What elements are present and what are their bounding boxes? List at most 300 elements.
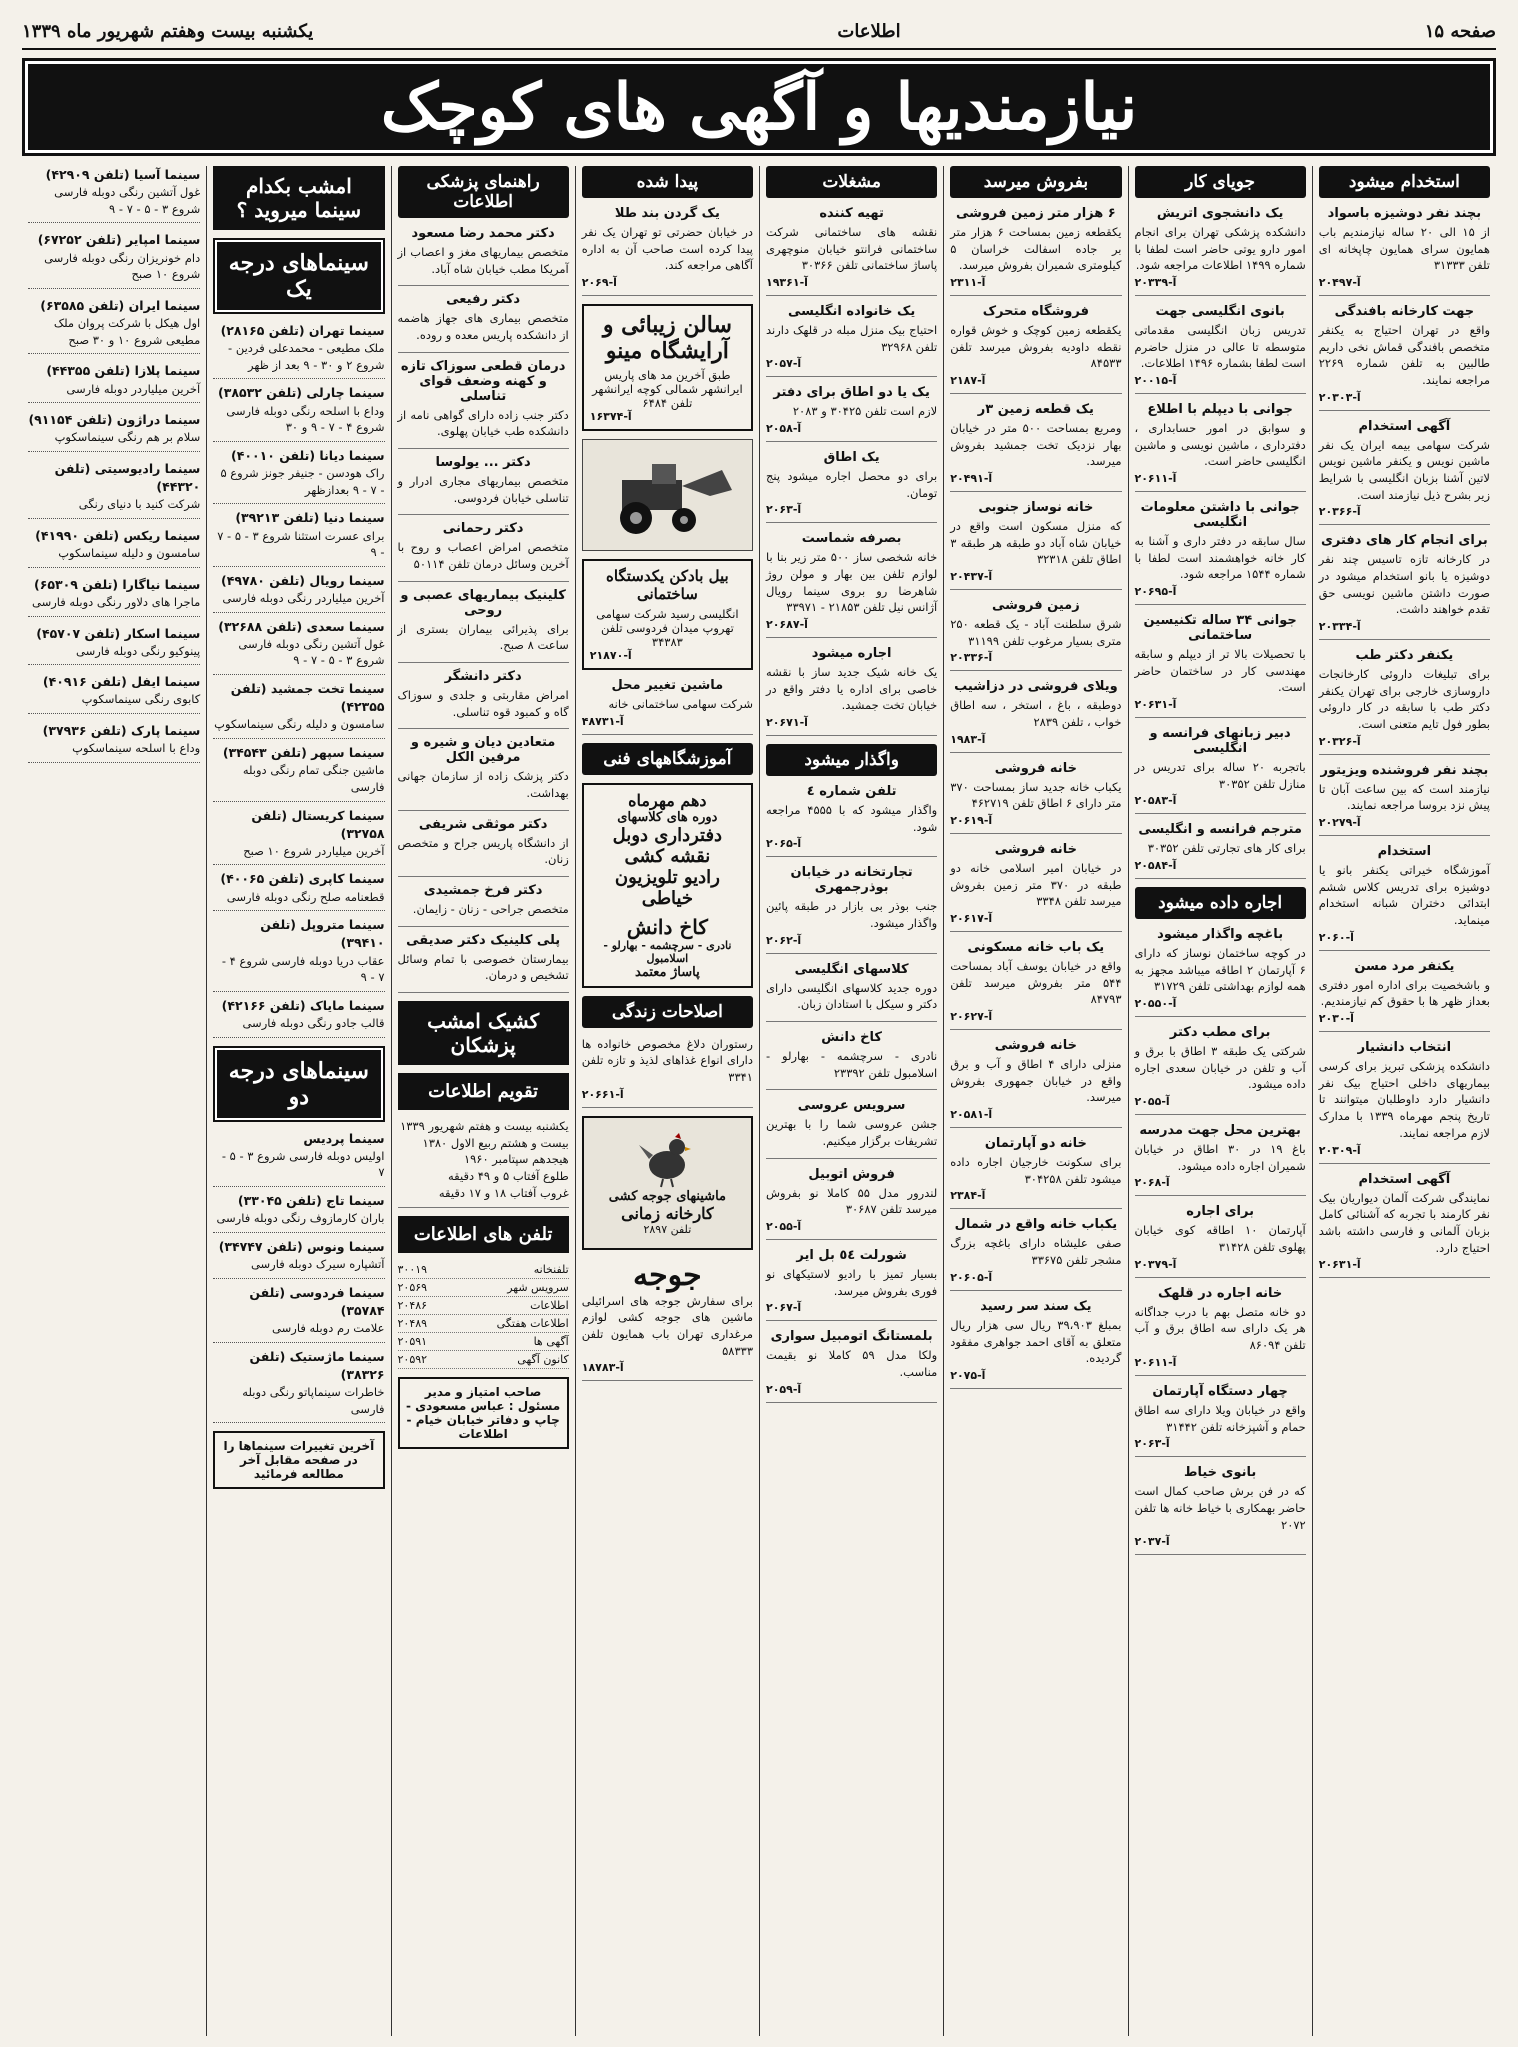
cinema-program: ماجرا های دلاور رنگی دوبله فارسی	[31, 594, 201, 609]
ad-title: متعادین دیان و شیره و مرفین الکل	[410, 735, 556, 766]
cinema-listing	[213, 447, 384, 504]
ad-code: آ-۲۰۵۷	[766, 357, 802, 371]
cinema-name: سینما کاپری (تلفن ۴۰۰۶۵)	[220, 871, 385, 887]
ad-item	[766, 531, 937, 638]
cinema-listing	[213, 572, 384, 613]
chicks-title: جوجه	[633, 1257, 702, 1293]
ad-title: دکتر رفیعی	[446, 292, 521, 308]
first-class-cinemas-heading: سینماهای درجه یک	[213, 238, 384, 314]
ad-body: از ۱۵ الی ۲۰ ساله نیازمندیم باب همایون سرای همایون چاپخانه ای تلفن ۳۱۳۳۳	[1318, 225, 1490, 273]
cinema-listing	[28, 411, 200, 452]
ad-item	[1135, 1465, 1306, 1555]
ad-body: یکقطعه زمین کوچک و خوش قواره نقطه داودیه بفروش میرسد تلفن ۸۴۵۳۳	[950, 323, 1122, 371]
ad-body: و سوابق در امور حسابداری ، دفترداری ، ماشین نویسی و ماشین انگلیسی حاضر است.	[1134, 421, 1306, 469]
page-header	[22, 14, 1496, 50]
cinema-name: سینما پارک (تلفن ۳۷۹۳۶)	[42, 723, 201, 739]
chicks-ad	[582, 1258, 753, 1382]
cinema-listing	[28, 166, 200, 223]
ad-body: برای کار های تجارتی تلفن ۳۰۳۵۲	[1147, 841, 1306, 856]
ad-body: از دانشگاه پاریس جراح و متخصص زنان.	[397, 835, 569, 867]
ad-title: کاخ دانش	[821, 1030, 882, 1046]
column-heading-rent: اجاره داده میشود	[1135, 887, 1306, 919]
ad-title: استخدام	[1377, 844, 1432, 860]
calendar-heading: تقویم اطلاعات	[398, 1073, 569, 1110]
ad-item	[1319, 419, 1490, 526]
ad-body: یکباب خانه جدید ساز بمساحت ۳۷۰ متر دارای ۶ اطاق تلفن ۴۶۲۷۱۹	[950, 779, 1122, 811]
ad-title: خانه فروشی	[994, 842, 1077, 858]
cinema-program: وداع با اسلحه رنگی دوبله فارسی شروع ۴ - ۷ - ۹ و ۳۰	[226, 403, 385, 435]
ad-body: خانه شخصی ساز ۵۰۰ متر زیر بنا با لوازم تلفن بین بهار و مولن روژ شاهرضا رو بروی سینما رویال آژانس نیل تلفن ۲۱۸۵۳ - ۳۳۹۷۱	[766, 550, 938, 615]
cinema-listing	[213, 916, 384, 992]
phone-number: ۲۰۵۹۲	[397, 1353, 428, 1367]
ad-item	[950, 500, 1121, 590]
ad-code: آ-۲۰۵۸	[766, 422, 802, 436]
ad-body: برای سفارش جوجه های اسرائیلی ماشین های جوجه کشی لوازم مرغداری تهران باب همایون تلفن ۵۸۳۳۳	[581, 1293, 753, 1358]
school-line: کاخ دانش	[626, 914, 708, 939]
ad-body: رستوران دلاغ مخصوص خانواده ها دارای انواع غذاهای لذیذ و تازه تلفن ۳۳۴۱	[581, 1036, 753, 1085]
cinema-promo: امشب بکدام سینما میروید ؟	[213, 166, 384, 230]
ad-code: آ-۲۰۳۷	[1134, 1535, 1170, 1549]
ad-item	[398, 521, 569, 581]
ad-code: آ-۱۹۳۶۱	[766, 276, 808, 290]
cinema-listing	[28, 576, 200, 617]
ad-item	[1135, 1384, 1306, 1457]
ad-code: آ-۱۹۸۳	[950, 732, 986, 746]
ad-title: یک گردن بند طلا	[614, 206, 720, 221]
ad-code: آ-۲۰۵۵	[1134, 1095, 1170, 1109]
ad-item	[1135, 1286, 1306, 1376]
cinema-name: سینما رویال (تلفن ۴۹۷۸۰)	[221, 572, 385, 588]
ad-item	[398, 588, 569, 663]
ad-item	[766, 385, 937, 442]
ad-code: آ-۲۰۶۶۱	[581, 1087, 624, 1101]
ad-body: آپارتمان ۱۰ اطاقه کوی خیابان پهلوی تلفن ۳۱۴۲۸	[1134, 1223, 1306, 1255]
ad-body: احتیاج بیک منزل مبله در قلهک دارند تلفن ۳۲۹۶۸	[766, 323, 938, 354]
cinema-name: سینما تهران (تلفن ۲۸۱۶۵)	[220, 323, 385, 338]
cinema-listing	[28, 673, 200, 714]
column-heading: مشغلات	[766, 166, 937, 198]
cinema-program: اولیس دوبله فارسی شروع ۳ - ۵ - ۷	[221, 1148, 385, 1180]
column-for-sale	[943, 166, 1127, 2036]
phone-number: ۲۰۴۸۶	[397, 1299, 428, 1313]
cinema-listing	[213, 1348, 384, 1424]
cinema-program: آتشپاره سیرک دوبله فارسی	[250, 1257, 385, 1272]
cinema-program: دام خونریزان رنگی دوبله فارسی شروع ۱۰ صبح	[44, 250, 201, 282]
ad-item	[1135, 1204, 1306, 1277]
salon-title: سالن زیبائی و آرایشگاه مینو	[602, 312, 732, 365]
ad-body: یک خانه شیک جدید ساز با نقشه خاصی برای اداره یا دفتر واقع در خیابان تخت جمشید.	[766, 665, 938, 713]
ad-title: یکنفر دکتر طب	[1355, 648, 1454, 664]
ad-code: آ-۲۰۵۸۱	[950, 1108, 993, 1122]
ad-code: آ-۲۰۵۸۴	[1134, 859, 1177, 873]
ad-item	[766, 962, 937, 1022]
cinema-program: غول آتشین رنگی دوبله فارسی شروع ۳ - ۵ - ۷ - ۹	[54, 185, 201, 216]
ad-code: آ-۲۰۳۶۶	[1318, 505, 1361, 519]
ad-body: متخصص بیماریهای مغز و اعصاب از آمریکا مطب خیابان شاه آباد.	[397, 245, 569, 276]
ad-code: آ-۴۸۷۳۱	[581, 714, 624, 728]
ad-code: آ-۲۰۶۱۷	[950, 912, 993, 926]
ad-title: بچند نفر دوشیزه باسواد	[1327, 206, 1482, 221]
cinema-program: سامسون و دلیله سینماسکوپ	[58, 546, 201, 561]
ad-title: بچند نفر فروشنده ویزیتور	[1320, 762, 1489, 778]
ad-item	[766, 450, 937, 523]
ad-title: بانوی انگلیسی جهت	[1155, 304, 1285, 320]
ad-title: جوانی با دیپلم با اطلاع	[1147, 402, 1293, 418]
cinema-name: سینما امپایر (تلفن ۶۷۲۵۲)	[37, 232, 201, 248]
ad-item	[950, 842, 1121, 932]
calendar-line: بیست و هشتم ربیع الاول ۱۳۸۰	[422, 1135, 569, 1150]
ad-item	[950, 940, 1121, 1030]
ad-item	[398, 226, 569, 286]
ad-body: با تحصیلات بالا تر از دیپلم و سابقه مهندسی کار در ساختمان حاضر است.	[1134, 647, 1306, 695]
cinema-listing	[28, 231, 200, 288]
cinema-program: ماشین جنگی تمام رنگی دوبله فارسی	[242, 763, 385, 794]
ad-item	[1135, 206, 1306, 296]
ad-item	[1319, 304, 1490, 411]
cinema-name: سینما سپهر (تلفن ۳۴۵۴۳)	[222, 745, 385, 761]
ad-title: خانه فروشی	[994, 760, 1077, 776]
cinema-name: سینما ونوس (تلفن ۳۴۷۴۷)	[218, 1238, 385, 1254]
ad-title: دکتر فرخ جمشیدی	[423, 883, 543, 899]
ad-item	[950, 1136, 1121, 1209]
publisher-note: صاحب امتیاز و مدیر مسئول : عباس مسعودی - چاپ و دفاتر خیابان خیام - اطلاعات	[398, 1377, 569, 1449]
ad-code: آ-۲۰۶۸	[1134, 1176, 1170, 1190]
ad-body: جنب بوذر بی بازار در طبقه پائین واگذار میشود.	[766, 899, 938, 931]
ad-code: آ-۲۰۶۱۹	[950, 814, 993, 828]
cinema-listing	[213, 997, 384, 1038]
cinema-program: عقاب دریا دوبله فارسی شروع ۴ - ۷ - ۹	[221, 953, 385, 985]
ad-title: دکتر ... یولوسا	[435, 455, 531, 471]
ad-title: پلی کلینیک دکتر صدیقی	[406, 932, 561, 948]
ad-list	[766, 206, 937, 736]
ad-code: آ-۲۰۵۵	[766, 1220, 802, 1234]
on-call-doctors-heading: کشیک امشب پزشکان	[398, 1001, 569, 1065]
cinema-listing	[213, 1238, 384, 1279]
column-occupations	[759, 166, 943, 2036]
phone-row	[398, 1351, 569, 1369]
column-heading: استخدام میشود	[1319, 166, 1490, 198]
ad-item	[1135, 1123, 1306, 1196]
cinema-program: غول آتشین رنگی دوبله فارسی شروع ۳ - ۵ - ۷ - ۹	[238, 636, 385, 668]
ad-code: آ-۲۰۳۲۶	[1318, 734, 1361, 748]
calendar-line: غروب آفتاب ۱۸ و ۱۷ دقیقه	[438, 1185, 569, 1200]
cinema-listing	[213, 680, 384, 739]
ad-code: آ-۲۰۳۳۶	[950, 651, 993, 665]
ad-item	[398, 359, 569, 449]
ad-body: تدریس زبان انگلیسی مقدماتی متوسطه تا عالی در منزل حاضرم است لطفا بشماره ۱۴۹۶ اطلاعات.	[1134, 323, 1306, 371]
ad-title: یکباب خانه واقع در شمال	[954, 1217, 1118, 1233]
ad-title: یک قطعه زمین ۳ر	[977, 402, 1094, 418]
calendar-line: یکشنبه بیست و هفتم شهریور ۱۳۳۹	[400, 1119, 569, 1134]
ad-body: که در فن برش صاحب کمال است حاضر بهمکاری با خیاط خانه ها تلفن ۲۰۷۲	[1134, 1484, 1306, 1532]
cinema-name: سینما ایفل (تلفن ۴۰۹۱۶)	[42, 674, 201, 690]
ad-body: واقع در خیابان یوسف آباد بمساحت ۵۴۴ متر بفروش میرسد تلفن ۸۴۷۹۳	[950, 959, 1122, 1007]
cinema-name: سینما چارلی (تلفن ۳۸۵۳۲)	[218, 385, 385, 401]
ad-item	[950, 761, 1121, 834]
ad-body: در کارخانه تازه تاسیس چند نفر دوشیزه یا بانو استخدام میشود در صورت داشتن ماشین نویسی حق تقدم خواهند داشت.	[1318, 552, 1490, 617]
cinema-name: سینما کریستال (تلفن ۳۲۷۵۸)	[251, 807, 385, 841]
cinema-listing	[213, 509, 384, 566]
ad-item	[582, 678, 753, 735]
phone-list	[398, 1261, 569, 1369]
column-heading: جویای کار	[1135, 166, 1306, 198]
school-line: خیاطی	[641, 887, 694, 909]
cinema-program: اول هیکل با شرکت پروان ملک مطیعی شروع ۱۰ و ۳۰ صبح	[53, 316, 201, 347]
cinema-name: سینما دنیا (تلفن ۳۹۲۱۳)	[235, 510, 385, 526]
ad-body: متخصص بیماریهای مجاری ادرار و تناسلی خیابان فردوسی.	[397, 474, 569, 505]
ad-title: چهار دستگاه آپارتمان	[1152, 1383, 1288, 1399]
ad-item	[950, 1299, 1121, 1389]
ad-item	[582, 1036, 753, 1108]
ad-code: آ-۲۰۴۳۷	[950, 570, 993, 584]
ad-body: متخصص جراحی - زنان - زایمان.	[412, 902, 569, 917]
phone-row	[398, 1333, 569, 1351]
school-line: دوره های کلاسهای	[617, 809, 718, 825]
ad-title: تلفن شماره ٤	[806, 784, 897, 800]
ad-item	[1135, 822, 1306, 879]
ad-body: شرکتی یک طبقه ۳ اطاق با برق و آب و تلفن در خیابان سعدی اجاره داده میشود.	[1134, 1044, 1306, 1092]
cinema-list	[213, 1130, 384, 1424]
ad-title: ویلای فروشی در دزاشیب	[954, 679, 1118, 695]
tractor-image	[582, 439, 753, 551]
ad-body: متخصص بیماری های جهاز هاضمه از دانشکده پاریس معده و روده.	[397, 311, 569, 343]
ad-item	[1319, 1172, 1490, 1279]
cinema-name: سینما آسیا (تلفن ۴۲۹۰۹)	[45, 167, 201, 182]
phone-label: سرویس شهر	[507, 1281, 569, 1295]
phone-label: اطلاعات	[530, 1299, 569, 1313]
ad-code: آ-۲۰۵۵۰	[1134, 997, 1177, 1011]
school-line: دفترداری دوبل	[612, 824, 723, 846]
cinema-name: سینما سعدی (تلفن ۳۲۶۸۸)	[218, 618, 385, 634]
column-found-and-promos	[575, 166, 759, 2036]
ad-code: آ-۲۰۵۹	[766, 1382, 802, 1396]
cinema-name: سینما تاج (تلفن ۳۳۰۴۵)	[237, 1193, 385, 1209]
ad-item	[398, 817, 569, 877]
cinema-name: سینما مایاک (تلفن ۴۲۱۶۶)	[221, 997, 385, 1013]
column-employment	[1312, 166, 1496, 2036]
calendar-box	[398, 1118, 569, 1208]
ad-code: آ-۲۰۴۹۷	[1318, 276, 1361, 290]
salon-details: طبق آخرین مد های پاریس ایرانشهر شمالی کوچه ایرانشهر تلفن ۶۴۸۴	[592, 368, 743, 411]
ad-title: برای مطب دکتر	[1169, 1025, 1271, 1041]
cinema-program: علامت رم دوبله فارسی	[272, 1320, 385, 1335]
cinema-name: سینما رادیوسیتی (تلفن ۴۴۳۲۰)	[54, 461, 201, 495]
column-heading-home: اصلاحات زندگی	[582, 996, 753, 1028]
ad-code: آ-۲۳۱۱	[950, 276, 986, 290]
ad-title: باغچه واگذار میشود	[1157, 927, 1284, 943]
ad-item	[766, 1329, 937, 1402]
ad-body: که منزل مسکون است واقع در خیابان شاه آباد دو طبقه هر طبقه ۳ اطاق تلفن ۳۲۳۱۸	[950, 519, 1122, 567]
cinema-name: سینما پلازا (تلفن ۴۴۳۵۵)	[46, 363, 201, 379]
ad-item	[766, 304, 937, 377]
ad-item	[398, 883, 569, 927]
ad-body: در خیابان امیر اسلامی خانه دو طبقه در ۳۷۰ متر زمین بفروش میرسد تلفن ۳۳۴۸	[950, 861, 1122, 909]
ad-item	[1135, 402, 1306, 492]
ad-body: باتجربه ۲۰ ساله برای تدریس در منازل تلفن ۳۰۳۵۲	[1134, 760, 1306, 791]
ad-code: آ-۲۰۶۱۱	[1134, 472, 1177, 486]
ad-body: شرکت سهامی ساختمانی خانه	[608, 697, 753, 712]
ad-code: آ-۲۰۳۰۳	[1318, 390, 1361, 404]
ad-code: آ-۲۱۸۷۰	[589, 649, 632, 663]
cinema-name: سینما دیانا (تلفن ۴۰۰۱۰)	[231, 447, 385, 463]
ad-code: آ-۲۳۸۴	[950, 1189, 986, 1203]
school-line: نقشه کشی	[624, 845, 711, 867]
column-heading: پیدا شده	[582, 166, 753, 198]
ad-body: دانشکده پزشکی تهران برای انجام امور دارو یوتی حاضر است لطفا با شماره ۱۴۹۹ اطلاعات مراجعه شود.	[1134, 225, 1306, 273]
ad-title: فروش اتوبیل	[808, 1166, 895, 1182]
phones-heading: تلفن های اطلاعات	[398, 1216, 569, 1253]
ad-title: دبیر زبانهای فرانسه و انگلیسی	[1149, 726, 1291, 757]
ad-list	[582, 206, 753, 296]
ad-title: جهت کارخانه بافندگی	[1334, 304, 1475, 320]
ad-title: یکنفر مرد مسن	[1354, 958, 1455, 974]
ad-code: آ-۲۰۶۱۱	[1134, 1355, 1177, 1369]
cinema-listing	[213, 1130, 384, 1187]
ad-title: خانه نوساز جنوبی	[978, 500, 1094, 516]
ad-code: آ-۲۰۷۵	[950, 1368, 986, 1382]
ad-columns	[22, 166, 1496, 2036]
ad-title: فروشگاه متحرک	[982, 304, 1089, 320]
ad-title: جوانی ۳۴ ساله تکنیسین ساختمانی	[1143, 613, 1297, 644]
ad-item	[1319, 533, 1490, 640]
ad-body: جشن عروسی شما را با بهترین تشریفات برگزار میکنیم.	[766, 1117, 938, 1149]
ad-body: ومربع بمساحت ۵۰۰ متر در خیابان بهار نزدیک تخت جمشید بفروش میرسد.	[950, 421, 1122, 469]
beauty-salon-ad	[582, 304, 753, 431]
ad-code: آ-۲۰۳۰	[1318, 1012, 1354, 1026]
cinema-program: آخرین میلیاردر شروع ۱۰ صبح	[243, 843, 385, 858]
cinema-program: برای عسرت استثنا شروع ۳ - ۵ - ۷ - ۹	[217, 528, 385, 560]
ad-body: یکقطعه زمین بمساحت ۶ هزار متر بر جاده اسفالت خراسان ۵ کیلومتری شمیران بفروش میرسد.	[950, 225, 1122, 273]
incubator-line: تلفن ۲۸۹۷	[643, 1223, 692, 1237]
ad-title: بهترین محل جهت مدرسه	[1139, 1123, 1301, 1139]
column-medical-guide	[391, 166, 575, 2036]
column-heading: راهنمای پزشکی اطلاعات	[398, 166, 569, 218]
ad-code: آ-۲۰۰۱۵	[1134, 374, 1177, 388]
cinema-program: قالب جادو رنگی دوبله فارسی	[242, 1015, 385, 1030]
phone-row	[398, 1279, 569, 1297]
cinema-listing	[28, 722, 200, 763]
ad-title: کلاسهای انگلیسی	[794, 961, 909, 977]
ad-item	[398, 669, 569, 729]
ad-body: واقع در خیابان ویلا دارای سه اطاق حمام و آشپزخانه تلفن ۳۱۴۴۲	[1134, 1402, 1306, 1434]
ad-code: آ-۲۰۶۳	[766, 503, 802, 517]
ad-title: ۶ هزار متر زمین فروشی	[956, 206, 1116, 221]
ad-title: یک دانشجوی اتریش	[1156, 206, 1284, 221]
ad-body: بمبلغ ۳۹،۹۰۳ ریال سی هزار ریال متعلق به آقای احمد جواهری مفقود گردیده.	[950, 1317, 1122, 1366]
ad-body: دکتر جنب زاده دارای گواهی نامه از دانشکده طب خیابان پهلوی.	[397, 407, 569, 439]
cinema-listing	[28, 460, 200, 519]
ad-code: آ-۲۰۶۲	[766, 933, 802, 947]
school-line: نادری - سرچشمه - بهارلو - اسلامبول	[603, 938, 732, 965]
cinema-name: سینما ایران (تلفن ۶۳۵۸۵)	[40, 297, 201, 313]
school-ad	[582, 783, 753, 988]
ad-item	[398, 735, 569, 810]
ad-body: لندرور مدل ۵۵ کاملا نو بفروش میرسد تلفن ۳۰۶۸۷	[766, 1185, 938, 1217]
ad-body: دوطبقه ، باغ ، استخر ، سه اطاق خواب ، تلفن ۲۸۳۹	[950, 698, 1122, 730]
cinema-name: سینما نیاگارا (تلفن ۶۵۳۰۹)	[34, 576, 201, 592]
ad-code: آ-۲۰۶۵	[766, 837, 802, 851]
ad-body: نقشه های ساختمانی شرکت ساختمانی فرانتو خیابان منوچهری پاساژ ساختمانی تلفن ۳۰۳۶۶	[766, 225, 938, 273]
ad-code: آ-۲۰۳۳۹	[1134, 276, 1177, 290]
column-heading-transfer: واگذار میشود	[766, 744, 937, 776]
cinema-name: سینما دراژون (تلفن ۹۱۱۵۴)	[28, 412, 201, 428]
ad-title: یک سند سر رسید	[980, 1298, 1092, 1314]
phone-number: ۲۰۴۸۹	[397, 1317, 428, 1331]
newspaper-name: اطلاعات	[837, 20, 901, 42]
ad-list	[1135, 927, 1306, 1555]
cinema-program: کابوی رنگی سینماسکوپ	[81, 692, 201, 707]
ad-title: مترجم فرانسه و انگلیسی	[1138, 822, 1302, 838]
phone-label: آگهی ها	[533, 1335, 569, 1349]
ad-title: شورلت ٥٤ بل ایر	[796, 1248, 907, 1264]
ad-title: خانه فروشی	[994, 1038, 1077, 1054]
ad-title: یک اطاق	[823, 450, 880, 466]
ad-title: کلینیک بیماریهای عصبی و روحی	[400, 587, 566, 618]
ad-title: بلمستانگ اتومبیل سواری	[770, 1329, 933, 1345]
ad-title: یک خانواده انگلیسی	[788, 304, 916, 320]
ad-body: سال سابقه در دفتر داری و آشنا به کار خانه خواهشمند است لطفا با شماره ۱۵۴۴ مراجعه شود.	[1134, 534, 1306, 582]
ad-title: خانه اجاره در قلهک	[1157, 1285, 1283, 1301]
classifieds-banner	[22, 58, 1496, 156]
ad-item	[398, 455, 569, 515]
ad-code: آ-۲۰۳۰۹	[1318, 1143, 1361, 1157]
column-heading: بفروش میرسد	[950, 166, 1121, 198]
rooster-icon	[637, 1129, 697, 1189]
cinema-program: وداع با اسلحه سینماسکوپ	[72, 741, 201, 756]
page-number: صفحه ۱۵	[1424, 20, 1496, 42]
ad-item	[1319, 763, 1490, 836]
ad-list	[398, 226, 569, 993]
ad-body: برای دو محصل اجاره میشود پنج تومان.	[766, 469, 938, 500]
cinema-listing	[213, 618, 384, 675]
cinema-listing	[213, 870, 384, 911]
cinema-name: سینما فردوسی (تلفن ۳۵۷۸۴)	[249, 1284, 385, 1318]
ad-item	[766, 1167, 937, 1240]
ad-body: آموزشگاه خیراتی یکنفر بانو یا دوشیزه برای تدریس کلاس ششم ابتدائی دختران شبانه استخدام مینماید.	[1318, 863, 1490, 928]
ad-list	[1135, 206, 1306, 879]
calendar-line: هیجدهم سپتامبر ۱۹۶۰	[463, 1152, 569, 1167]
ad-code: آ-۲۰۵۸۳	[1134, 794, 1177, 808]
cinema-listing	[213, 744, 384, 801]
calendar-line: طلوع آفتاب ۵ و ۴۹ دقیقه	[448, 1169, 569, 1184]
ad-title: اجاره میشود	[811, 646, 892, 662]
cinema-program: ملک مطیعی - محمدعلی فردین - شروع ۲ و ۳۰ - ۹ بعد از ظهر	[228, 341, 385, 372]
ad-item	[1319, 206, 1490, 296]
ad-item	[766, 1098, 937, 1158]
ad-title: دکتر محمد رضا مسعود	[411, 226, 555, 241]
cinema-program: آخرین میلیاردر رنگی دوبله فارسی	[222, 591, 385, 605]
cinema-name: سینما پردیس	[303, 1130, 385, 1146]
cinema-name: سینما اسکار (تلفن ۴۵۷۰۷)	[36, 625, 201, 641]
ad-code: آ-۲۰۶۳۱	[1134, 698, 1177, 712]
ad-title: خانه دو آپارتمان	[984, 1136, 1087, 1152]
ad-code: آ-۲۰۶۲۷	[950, 1010, 993, 1024]
ad-code: آ-۱۸۷۸۳	[581, 1361, 624, 1375]
phone-row	[398, 1297, 569, 1315]
phone-label: کانون آگهی	[517, 1353, 569, 1367]
ad-item	[950, 402, 1121, 492]
ad-code: آ-۲۰۶۹	[581, 276, 617, 290]
ad-title: سرویس عروسی	[797, 1098, 906, 1114]
ad-title: دکتر رحمانی	[442, 521, 524, 537]
ad-body: بیمارستان خصوصی با تمام وسائل تشخیص و درمان.	[397, 951, 569, 983]
ad-title: برای انجام کار های دفتری	[1320, 533, 1488, 549]
incubator-ad	[582, 1116, 753, 1250]
ad-code: آ-۲۰۶۸۷	[766, 618, 808, 632]
ad-title: برای اجاره	[1186, 1204, 1254, 1220]
ad-title: آگهی استخدام	[1358, 1171, 1451, 1187]
ad-code: آ-۲۰۶۹۵	[1134, 585, 1177, 599]
